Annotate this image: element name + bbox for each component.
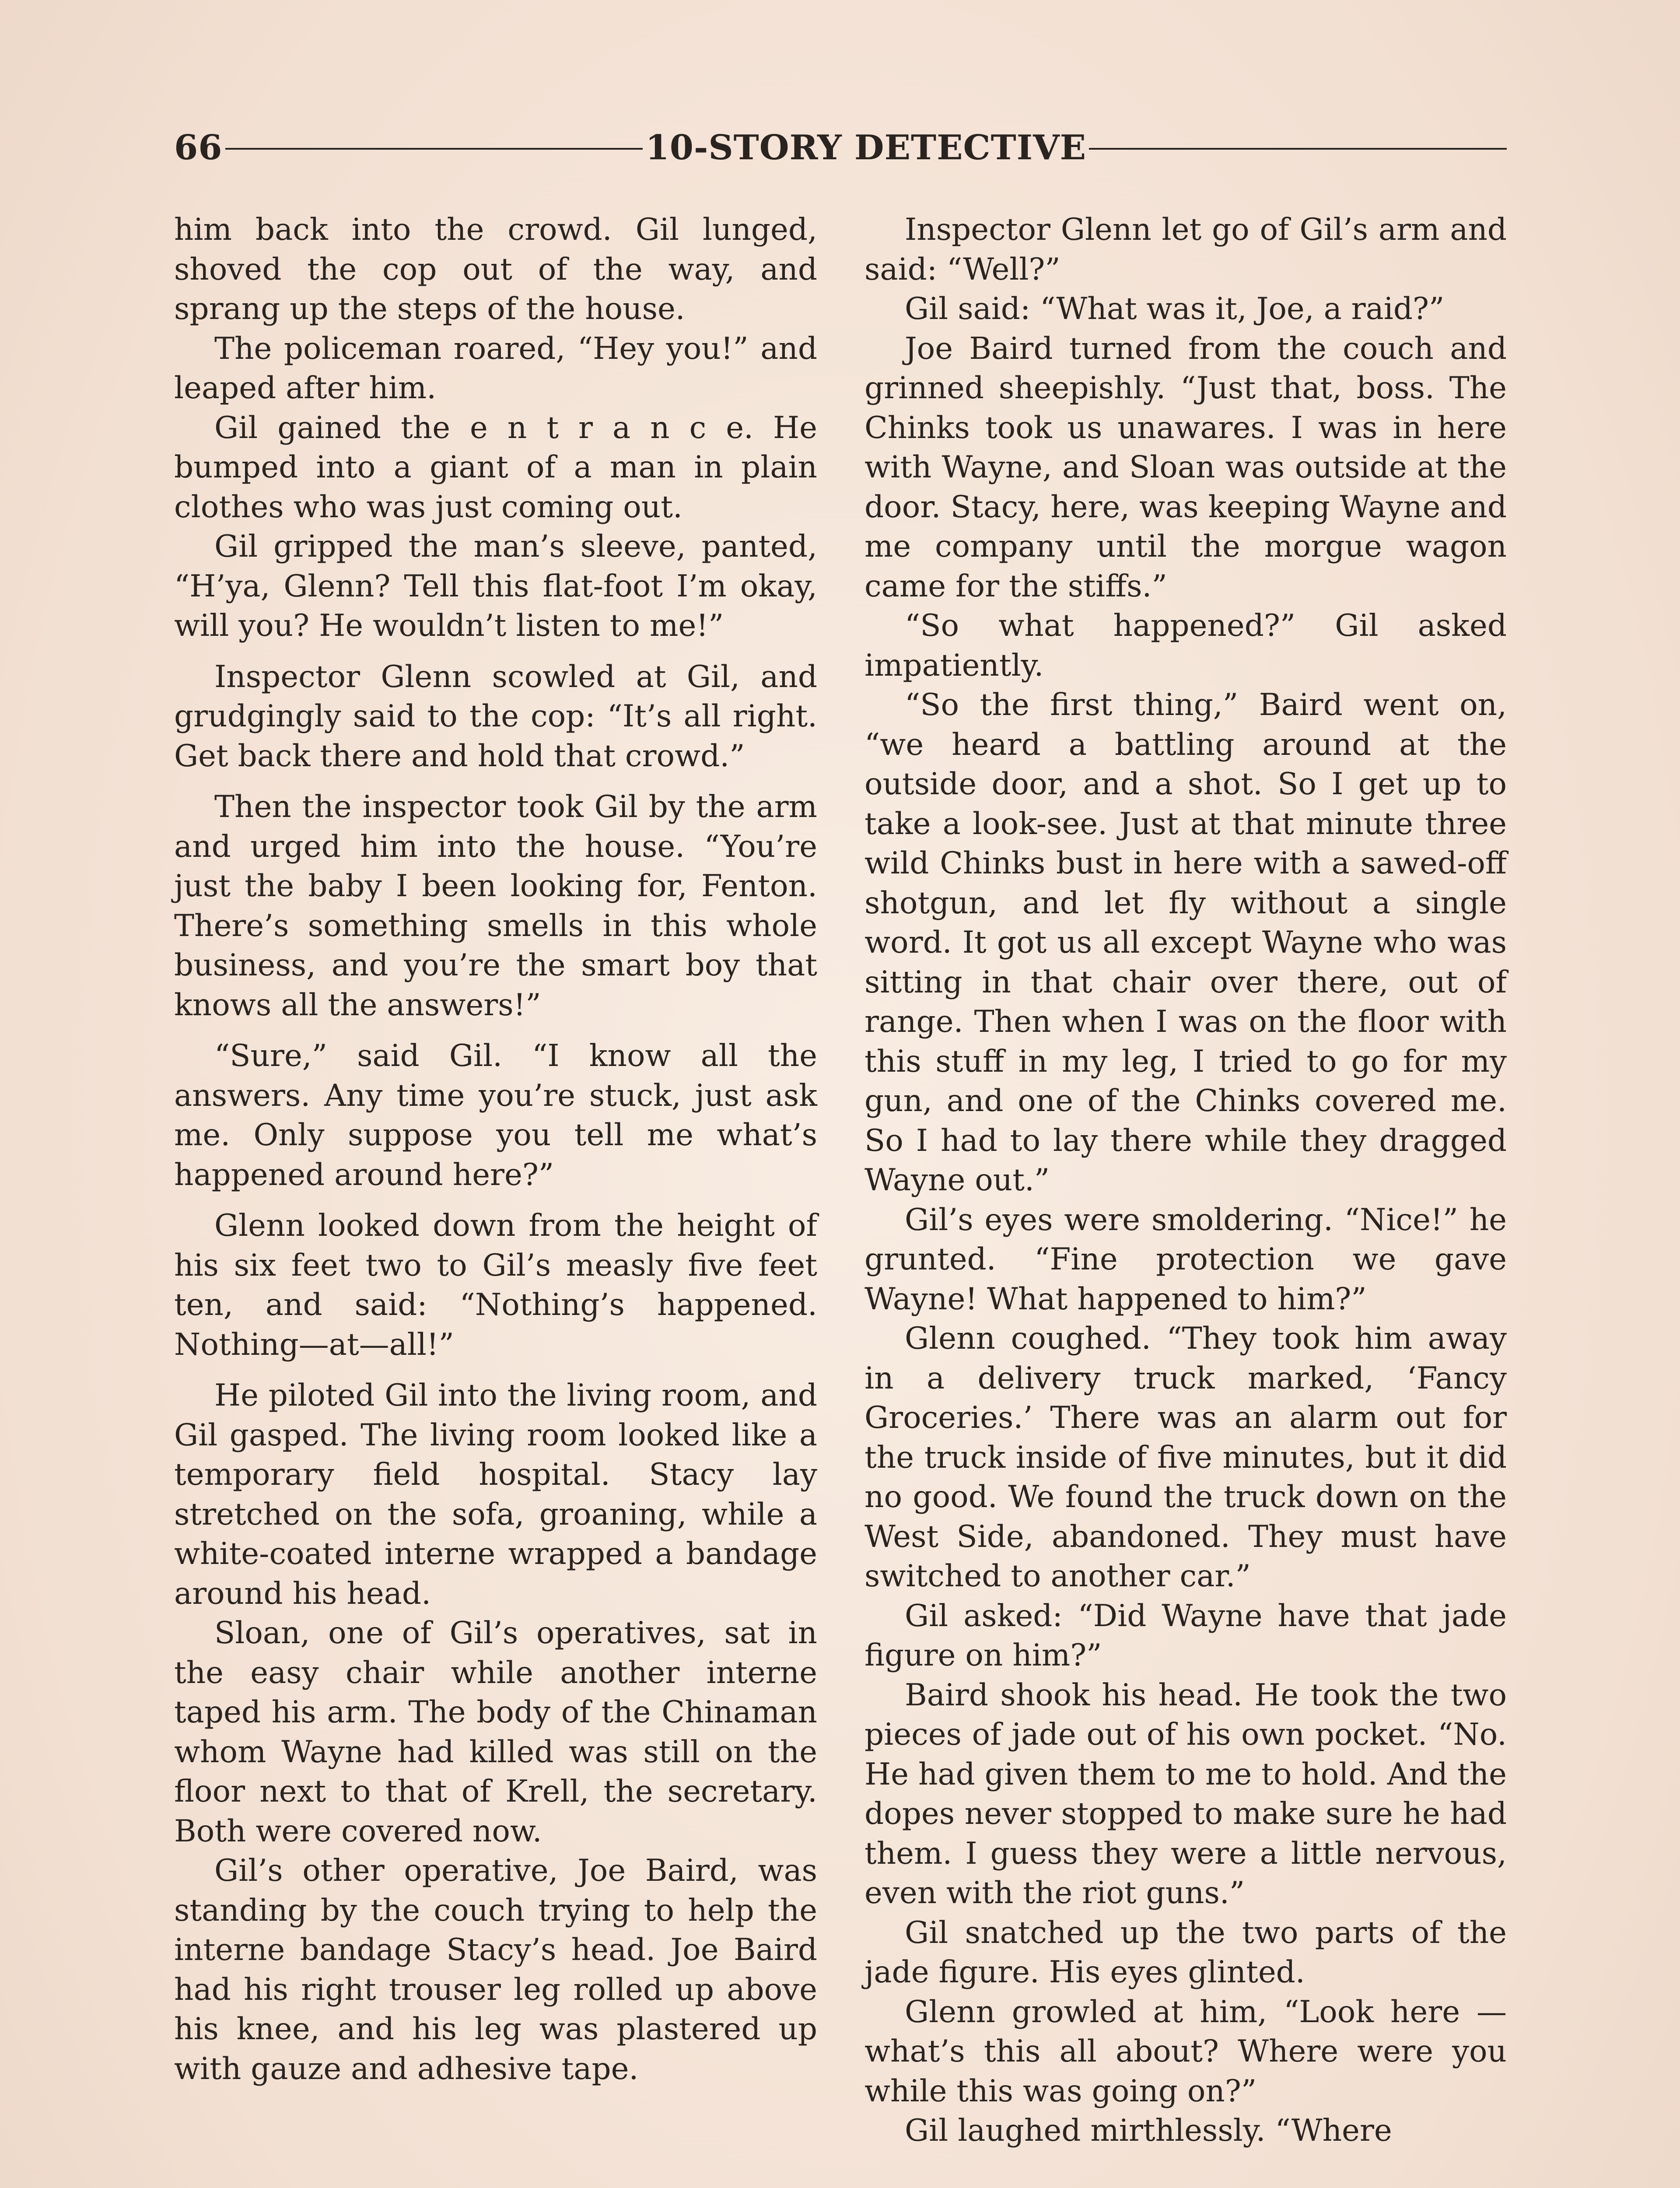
paragraph: Gil laughed mirthlessly. “Where xyxy=(905,2113,1392,2148)
paragraph: “Sure,” said Gil. “I know all the answers. Any time you’re stuck, just ask me. Only suppose you tell me what’s happened around here?” xyxy=(174,1038,817,1192)
paragraph: Gil gained the e n t r a n c e. He bumped into a giant of a man in plain clothes who was just coming out. xyxy=(174,410,817,525)
running-header xyxy=(174,123,1507,172)
paragraph: him back into the crowd. Gil lunged, shoved the cop out of the way, and sprang up the steps of the house. xyxy=(174,212,817,326)
paragraph: “So the first thing,” Baird went on, “we heard a battling around at the outside door, and a shot. So I get up to take a look-see. Just at that minute three wild Chinks bust in here with a sawed-off shotgun, and let fly without a single word. It got us all except Wayne who was sitting in that chair over there, out of range. Then when I was on the floor with this stuff in my leg, I tried to go for my gun, and one of the Chinks covered me. So I had to lay there while they dragged Wayne out.” xyxy=(864,687,1507,1198)
paragraph: Gil said: “What was it, Joe, a raid?” xyxy=(905,291,1445,326)
paragraph: “So what happened?” Gil asked impatiently. xyxy=(864,608,1507,683)
paragraph: Inspector Glenn scowled at Gil, and grudgingly said to the cop: “It’s all right. Get back there and hold that crowd.” xyxy=(174,659,817,774)
paragraph: Glenn coughed. “They took him away in a delivery truck marked, ‘Fancy Groceries.’ There was an alarm out for the truck inside of five minutes, but it did no good. We found the truck down on the West Side, abandoned. They must have switched to another car.” xyxy=(864,1321,1507,1594)
paragraph: Joe Baird turned from the couch and grinned sheepishly. “Just that, boss. The Chinks took us unawares. I was in here with Wayne, and Sloan was outside at the door. Stacy, here, was keeping Wayne and me company until the morgue wagon came for the stiffs.” xyxy=(864,331,1507,604)
paragraph: Glenn growled at him, “Look here —what’s this all about? Where were you while this was going on?” xyxy=(864,1994,1507,2109)
paragraph: Sloan, one of Gil’s operatives, sat in the easy chair while another interne taped his arm. The body of the Chinaman whom Wayne had killed was still on the floor next to that of Krell, the secretary. Both were covered now. xyxy=(174,1616,817,1849)
paragraph: Gil gripped the man’s sleeve, panted, “H’ya, Glenn? Tell this flat-foot I’m okay, will you? He wouldn’t listen to me!” xyxy=(174,529,817,643)
left-column xyxy=(174,210,817,2188)
paragraph: Then the inspector took Gil by the arm and urged him into the house. “You’re just the baby I been looking for, Fenton. There’s something smells in this whole business, and you’re the smart boy that knows all the answers!” xyxy=(174,789,817,1023)
header-rule-left xyxy=(225,148,643,150)
right-column xyxy=(864,210,1507,2188)
page-number: 66 xyxy=(174,127,223,168)
header-rule-right xyxy=(1089,148,1507,150)
paragraph: He piloted Gil into the living room, and Gil gasped. The living room looked like a temporary field hospital. Stacy lay stretched on the sofa, groaning, while a white-coated interne wrapped a bandage around his head. xyxy=(174,1378,817,1611)
paragraph: Inspector Glenn let go of Gil’s arm and said: “Well?” xyxy=(864,212,1507,287)
paragraph: The policeman roared, “Hey you!” and leaped after him. xyxy=(174,331,817,406)
paragraph: Gil snatched up the two parts of the jade figure. His eyes glinted. xyxy=(864,1915,1507,1990)
paragraph: Gil asked: “Did Wayne have that jade figure on him?” xyxy=(864,1598,1507,1673)
magazine-title: 10-STORY DETECTIVE xyxy=(645,127,1087,168)
paragraph: Glenn looked down from the height of his six feet two to Gil’s measly five feet ten, and said: “Nothing’s happened. Nothing—at—all!” xyxy=(174,1208,817,1362)
paragraph: Baird shook his head. He took the two pieces of jade out of his own pocket. “No. He had given them to me to hold. And the dopes never stopped to make sure he had them. I guess they were a little nervous, even with the riot guns.” xyxy=(864,1677,1507,1911)
paragraph: Gil’s other operative, Joe Baird, was standing by the couch trying to help the interne bandage Stacy’s head. Joe Baird had his right trouser leg rolled up above his knee, and his leg was plastered up with gauze and adhesive tape. xyxy=(174,1853,817,2086)
paragraph: Gil’s eyes were smoldering. “Nice!” he grunted. “Fine protection we gave Wayne! What happened to him?” xyxy=(864,1202,1507,1317)
